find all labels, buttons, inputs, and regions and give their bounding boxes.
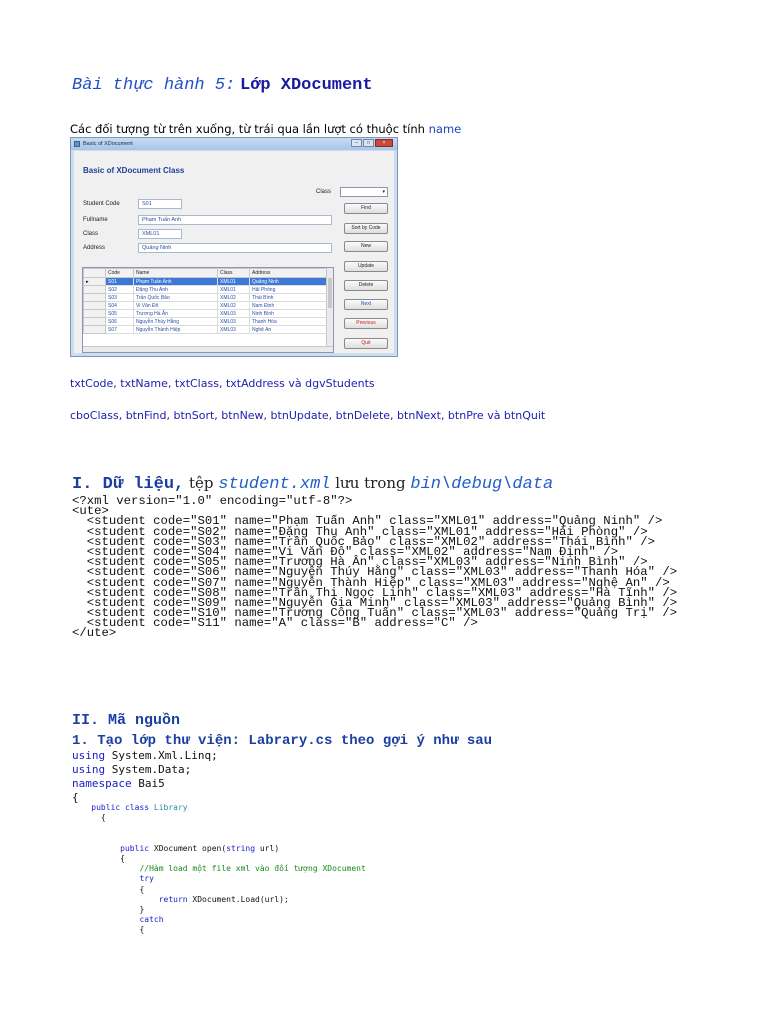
code-keyword: return [158,894,188,904]
grid-cell[interactable]: S06 [106,318,134,326]
code-keyword: public class [91,803,150,812]
section-1-text-a: tệp [184,474,219,492]
code-text: System.Xml.Linq; [105,749,218,762]
table-row[interactable] [84,294,328,302]
code-keyword: using [72,763,106,776]
section-2-heading: II. Mã nguồn [72,712,181,729]
code-line [72,749,218,763]
code-text: XDocument.Load(url); [187,894,289,904]
section-2-1-heading: 1. Tạo lớp thư viện: Labrary.cs theo gợi ý như sau [72,733,493,749]
section-1-number: I. Dữ liệu, [72,475,185,494]
code-keyword: using [72,749,106,762]
app-window-screenshot [70,137,398,357]
maximize-icon[interactable]: □ [363,139,374,147]
grid-cell[interactable]: XML03 [218,318,250,326]
grid-cell[interactable]: S02 [106,286,134,294]
form-heading: Basic of XDocument Class [83,166,185,175]
grid-header-row [84,269,328,278]
row-selector-arrow-icon[interactable]: ▸ [84,278,106,286]
window-title: Basic of XDocument [83,141,133,147]
grid-cell[interactable]: Phạm Tuấn Anh [134,278,218,286]
section-1-path: bin\debug\data [410,475,554,494]
code-line [72,763,218,777]
grid-cell[interactable]: S07 [106,326,134,334]
code-text: { [100,813,106,823]
code-listing-top [72,749,218,805]
xml-line: <student code="S10" name="Trương Công Tuấn" class="XML03" address="Quảng Trị" /> [72,606,678,621]
address-input[interactable]: Quảng Ninh [138,243,332,253]
delete-button[interactable]: Delete [344,280,388,291]
grid-cell[interactable]: XML03 [218,310,250,318]
xml-line: <student code="S03" name="Trần Quốc Bảo" class="XML02" address="Thái Bình" /> [72,534,655,549]
code-line [72,854,366,864]
minimize-icon[interactable]: – [351,139,362,147]
code-text: System.Data; [105,763,192,776]
window-client [74,151,394,353]
code-line [72,803,366,813]
table-row[interactable] [84,302,328,310]
code-line: { [72,791,79,804]
row-header[interactable] [84,310,106,318]
new-button[interactable]: New [344,241,388,252]
find-button[interactable]: Find [344,203,388,214]
xml-listing [72,494,678,641]
window-controls [351,139,393,147]
grid-cell[interactable]: Ninh Bình [250,310,328,318]
class-combo[interactable] [340,187,388,197]
code-line [72,813,366,823]
xml-line: <?xml version="1.0" encoding="utf-8"?> [72,494,353,508]
code-text: { [120,853,125,863]
code-comment: //Hàm load một file xml vào đối tượng XDocument [139,864,366,874]
grid-cell[interactable]: Thanh Hóa [250,318,328,326]
xml-line: <student code="S09" name="Nguyễn Gia Minh" class="XML03" address="Quảng Bình" /> [72,595,678,610]
grid-cell[interactable]: Nguyễn Thành Hiệp [134,326,218,334]
class-label: Class [83,231,99,237]
row-header[interactable] [84,286,106,294]
code-line [72,905,366,915]
students-grid[interactable] [82,267,334,353]
code-text: url) [255,843,280,853]
intro-highlight: name [428,122,462,136]
code-listing-body [72,803,366,935]
title-prefix: Bài thực hành 5: [72,76,236,95]
grid-column-header[interactable]: Name [134,269,218,278]
table-row[interactable] [84,286,328,294]
code-text: Bai5 [131,777,165,790]
student-code-label: Student Code [83,201,120,207]
grid-cell[interactable]: Quảng Ninh [250,278,328,286]
intro-text [70,122,461,136]
grid-cell[interactable]: Thái Bình [250,294,328,302]
xml-line: </ute> [72,626,117,641]
grid-cell[interactable]: Trương Hà Ân [134,310,218,318]
table-row[interactable] [84,326,328,334]
code-keyword: catch [139,915,164,925]
code-text: } [139,904,145,914]
grid-cell[interactable]: S05 [106,310,134,318]
page-title [72,74,373,95]
close-icon[interactable]: × [375,139,393,147]
grid-cell[interactable]: Hải Phòng [250,286,328,294]
xml-line: <student code="S08" name="Trần Thị Ngọc Linh" class="XML03" address="Hà Tĩnh" /> [72,585,678,600]
grid-cell[interactable]: S03 [106,294,134,302]
code-keyword: public [120,843,150,853]
code-keyword: try [139,874,154,884]
grid-cell[interactable]: Nam Định [250,302,328,310]
xml-line: <student code="S01" name="Phạm Tuấn Anh" class="XML01" address="Quảng Ninh" /> [72,514,663,529]
code-line [72,895,366,905]
grid-cell[interactable]: Đặng Thu Anh [134,286,218,294]
scrollbar-thumb[interactable] [328,278,332,308]
row-header[interactable] [84,302,106,310]
class-filter-label: Class [316,189,332,195]
row-header[interactable] [84,294,106,302]
xml-line: <student code="S04" name="Vi Văn Đô" class="XML02" address="Nam Định" /> [72,544,619,559]
code-line [72,777,218,791]
control-names-line: cboClass, btnFind, btnSort, btnNew, btnUpdate, btnDelete, btnNext, btnPre và btnQuit [70,409,546,422]
grid-horizontal-scrollbar[interactable] [83,346,333,352]
grid-cell[interactable]: Trần Quốc Bảo [134,294,218,302]
address-label: Address [83,245,106,251]
xml-line: <student code="S02" name="Đặng Thu Anh" class="XML01" address="Hải Phòng" /> [72,524,648,539]
student-code-input[interactable]: S01 [138,199,182,209]
grid-vertical-scrollbar[interactable] [326,268,333,352]
code-text: { [139,884,145,894]
grid-row-header-corner [84,269,106,278]
code-line [72,844,366,854]
update-button[interactable]: Update [344,261,388,272]
title-main: Lớp XDocument [239,76,373,95]
section-1-text-b: lưu trong [330,474,411,492]
quit-button[interactable]: Quit [344,338,388,349]
grid-cell[interactable]: Nguyễn Thúy Hằng [134,318,218,326]
section-1-heading [72,474,553,494]
code-type: Library [149,803,188,812]
code-text: XDocument open( [149,843,227,853]
next-button[interactable]: Next [344,299,388,310]
grid-cell[interactable]: XML02 [218,294,250,302]
app-icon [74,141,80,147]
code-line [72,925,366,935]
code-line [72,874,366,884]
table-row[interactable] [84,318,328,326]
code-text: { [139,925,145,935]
code-keyword: string [226,843,256,853]
section-1-file: student.xml [218,475,331,494]
grid-column-header[interactable]: Class [218,269,250,278]
class-input[interactable]: XML01 [138,229,182,239]
fullname-label: Fullname [83,217,108,223]
window-titlebar [71,138,397,150]
code-keyword: namespace [72,777,132,790]
xml-line: <student code="S07" name="Nguyễn Thành Hiệp" class="XML03" address="Nghệ An" /> [72,575,670,590]
chevron-down-icon: ▾ [382,189,385,195]
grid-cell[interactable]: XML02 [218,302,250,310]
sort-button[interactable]: Sort by Code [344,223,388,234]
row-header[interactable] [84,318,106,326]
previous-button[interactable]: Previous [344,318,388,329]
grid-cell[interactable]: XML01 [218,278,250,286]
grid-column-header[interactable]: Code [106,269,134,278]
intro-body: Các đối tượng từ trên xuống, từ trái qua lần lượt có thuộc tính [70,122,429,136]
fullname-input[interactable]: Phạm Tuấn Anh [138,215,332,225]
table-row[interactable] [84,310,328,318]
xml-line: <ute> [72,504,109,519]
code-line [72,885,366,895]
xml-line: <student code="S11" name="A" class="B" address="C" /> [72,616,478,631]
grid-cell[interactable]: S01 [106,278,134,286]
code-line [72,915,366,925]
grid-cell[interactable]: Nghệ An [250,326,328,334]
code-line [72,834,366,844]
textbox-names-line: txtCode, txtName, txtClass, txtAddress và dgvStudents [70,377,375,390]
code-line [72,864,366,874]
grid-cell[interactable]: S04 [106,302,134,310]
row-header[interactable] [84,326,106,334]
xml-line: <student code="S05" name="Trương Hà Ân" class="XML03" address="Ninh Bình" /> [72,555,648,570]
grid-cell[interactable]: XML01 [218,286,250,294]
grid-column-header[interactable]: Address [250,269,328,278]
grid-cell[interactable]: Vi Văn Đô [134,302,218,310]
table-row[interactable] [84,278,328,286]
code-line [72,823,366,833]
xml-line: <student code="S06" name="Nguyễn Thúy Hằng" class="XML03" address="Thanh Hóa" /> [72,565,678,580]
grid-cell[interactable]: XML03 [218,326,250,334]
